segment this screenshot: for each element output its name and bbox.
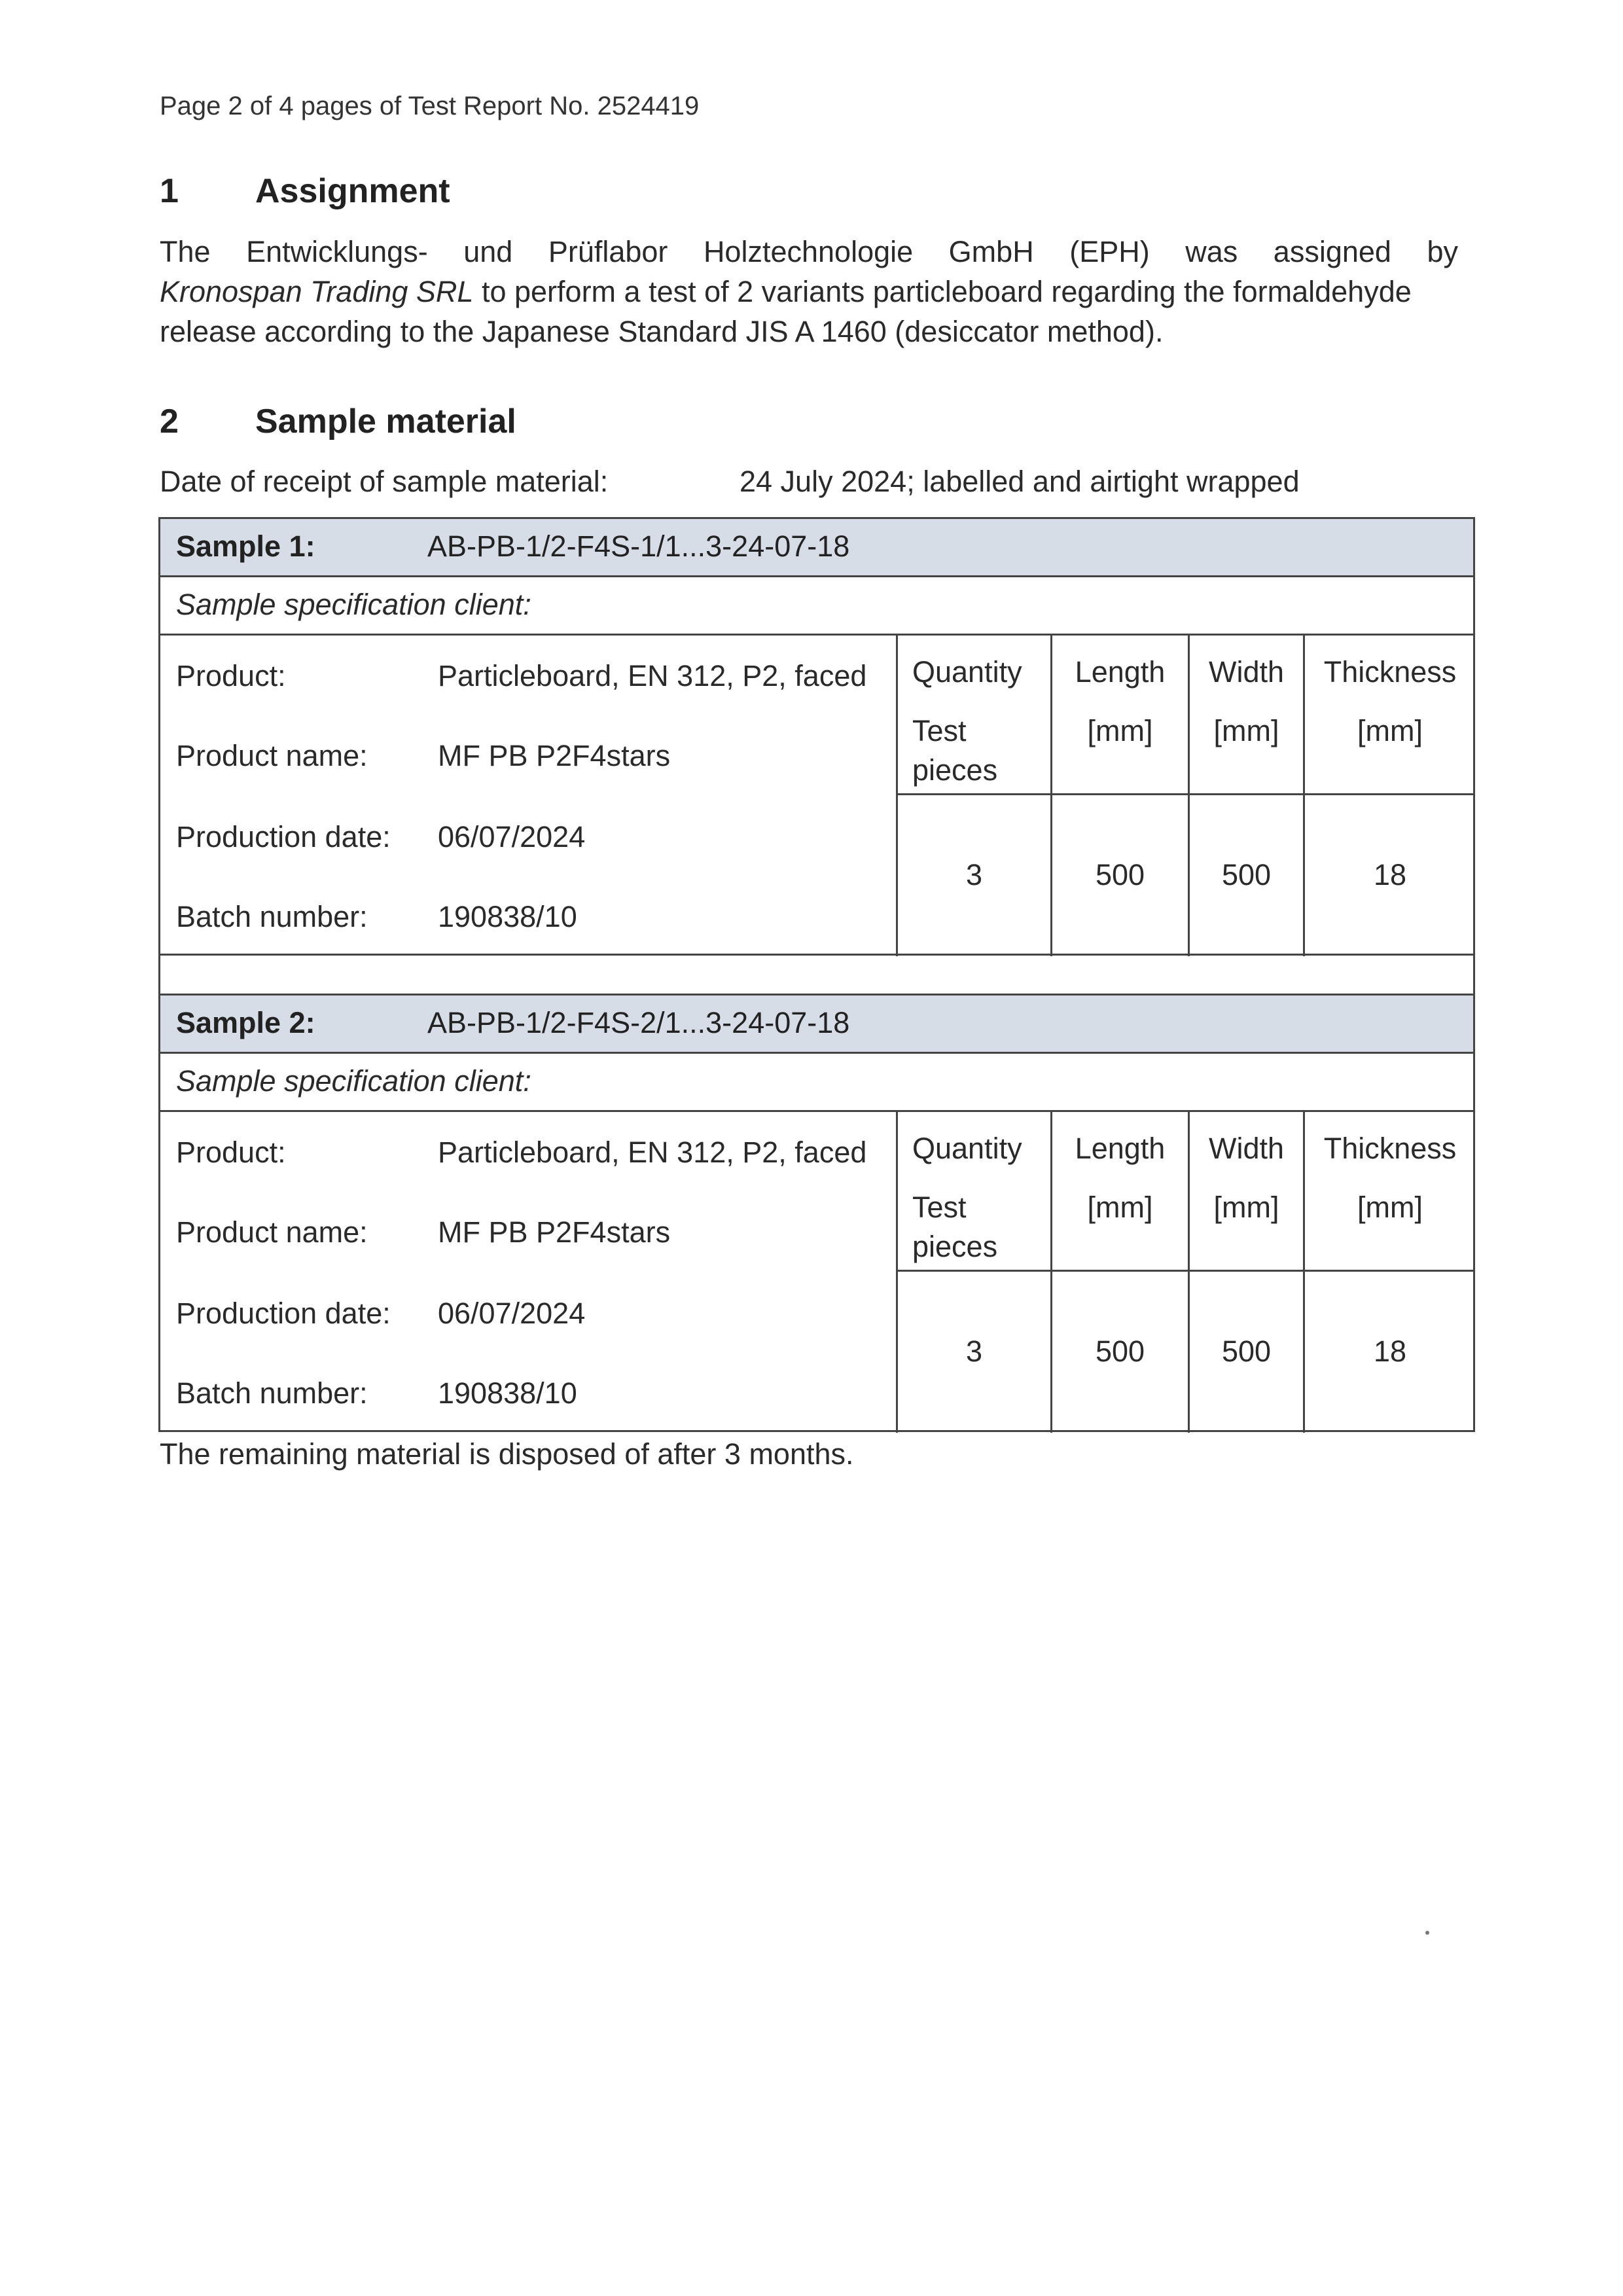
assignment-line-2-text: to perform a test of 2 variants particleboard regarding the formaldehyde (481, 275, 1412, 308)
thickness-column (1303, 1112, 1475, 1433)
test-label: Test (912, 714, 967, 747)
sample-label: Sample 1: (176, 529, 315, 563)
quantity-column (896, 1112, 1050, 1433)
receipt-value: 24 July 2024; labelled and airtight wrapped (740, 465, 1300, 498)
sample-table-2 (158, 994, 1475, 1432)
width-header (1190, 1112, 1303, 1272)
product-name-row (176, 739, 670, 773)
quantity-header (898, 1112, 1050, 1272)
section-number: 1 (160, 172, 179, 210)
sample-code: AB-PB-1/2-F4S-1/1...3-24-07-18 (427, 529, 850, 563)
width-column (1188, 1112, 1303, 1433)
product-label: Product: (176, 1136, 286, 1169)
sample-body (160, 636, 1473, 956)
spec-client-row (160, 1054, 1473, 1112)
disposal-note: The remaining material is disposed of after 3 months. (160, 1437, 854, 1471)
width-header (1190, 636, 1303, 795)
product-name-label: Product name: (176, 739, 368, 772)
length-unit: [mm] (1087, 714, 1153, 747)
sample-header (160, 996, 1473, 1054)
product-name-label: Product name: (176, 1215, 368, 1249)
page-header: Page 2 of 4 pages of Test Report No. 2524419 (160, 92, 700, 120)
quantity-label: Quantity (912, 1132, 1022, 1165)
width-unit: [mm] (1213, 1191, 1279, 1224)
length-header (1052, 1112, 1188, 1272)
sample-header (160, 519, 1473, 577)
thickness-label: Thickness (1323, 1132, 1457, 1165)
thickness-label: Thickness (1323, 655, 1457, 689)
sample-label: Sample 2: (176, 1006, 315, 1039)
length-column (1050, 636, 1188, 956)
thickness-value: 18 (1373, 1335, 1407, 1368)
section-2-title (160, 402, 516, 441)
thickness-column (1303, 636, 1475, 956)
batch-number-label: Batch number: (176, 1376, 368, 1410)
product-name-value: MF PB P2F4stars (438, 1215, 671, 1249)
product-label: Product: (176, 659, 286, 692)
pieces-label: pieces (912, 753, 998, 787)
length-value: 500 (1095, 858, 1145, 891)
length-label: Length (1075, 655, 1166, 689)
batch-number-row (176, 900, 577, 934)
product-value: Particleboard, EN 312, P2, faced (438, 1136, 867, 1169)
section-heading: Sample material (255, 403, 516, 440)
thickness-value: 18 (1373, 858, 1407, 891)
test-label: Test (912, 1191, 967, 1224)
batch-number-value: 190838/10 (438, 1376, 577, 1410)
thickness-header (1305, 1112, 1475, 1272)
width-value: 500 (1221, 1335, 1272, 1368)
length-header (1052, 636, 1188, 795)
width-label: Width (1208, 1132, 1285, 1165)
assignment-line-3: release according to the Japanese Standard JIS A 1460 (desiccator method). (160, 315, 1164, 348)
thickness-unit: [mm] (1357, 714, 1423, 747)
product-value: Particleboard, EN 312, P2, faced (438, 659, 867, 692)
assignment-paragraph (160, 232, 1458, 351)
quantity-label: Quantity (912, 655, 1022, 689)
measurement-grid (896, 1112, 1475, 1433)
sample-table-1 (158, 517, 1475, 956)
sample-code: AB-PB-1/2-F4S-2/1...3-24-07-18 (427, 1006, 850, 1039)
product-row (176, 659, 866, 693)
production-date-value: 06/07/2024 (438, 1297, 586, 1330)
thickness-header (1305, 636, 1475, 795)
sample-body (160, 1112, 1473, 1433)
spec-client-row (160, 577, 1473, 636)
section-number: 2 (160, 403, 179, 440)
measurement-grid (896, 636, 1475, 956)
section-heading: Assignment (255, 172, 450, 210)
scan-speck (1425, 1931, 1429, 1935)
production-date-label: Production date: (176, 1297, 391, 1330)
production-date-row (176, 1297, 585, 1331)
assignment-line-1: The Entwicklungs- und Prüflabor Holztechnologie GmbH (EPH) was assigned by (160, 235, 1458, 268)
pieces-label: pieces (912, 1230, 998, 1263)
batch-number-label: Batch number: (176, 900, 368, 933)
quantity-header (898, 636, 1050, 795)
spec-client-label: Sample specification client: (176, 1064, 531, 1098)
receipt-label: Date of receipt of sample material: (160, 465, 609, 498)
length-label: Length (1075, 1132, 1166, 1165)
production-date-value: 06/07/2024 (438, 820, 586, 853)
quantity-column (896, 636, 1050, 956)
product-row (176, 1136, 866, 1170)
width-column (1188, 636, 1303, 956)
length-value: 500 (1095, 1335, 1145, 1368)
product-name-row (176, 1215, 670, 1249)
quantity-value: 3 (965, 1335, 983, 1368)
batch-number-value: 190838/10 (438, 900, 577, 933)
batch-number-row (176, 1376, 577, 1410)
product-name-value: MF PB P2F4stars (438, 739, 671, 772)
assignment-line-2 (160, 272, 1458, 312)
width-label: Width (1208, 655, 1285, 689)
spec-client-label: Sample specification client: (176, 588, 531, 621)
quantity-value: 3 (965, 858, 983, 891)
width-unit: [mm] (1213, 714, 1279, 747)
section-1-title (160, 171, 450, 211)
length-unit: [mm] (1087, 1191, 1153, 1224)
client-name: Kronospan Trading SRL (160, 275, 474, 308)
thickness-unit: [mm] (1357, 1191, 1423, 1224)
width-value: 500 (1221, 858, 1272, 891)
receipt-line (160, 465, 1469, 499)
length-column (1050, 1112, 1188, 1433)
table-spacer (158, 954, 1475, 995)
production-date-row (176, 820, 585, 854)
production-date-label: Production date: (176, 820, 391, 853)
